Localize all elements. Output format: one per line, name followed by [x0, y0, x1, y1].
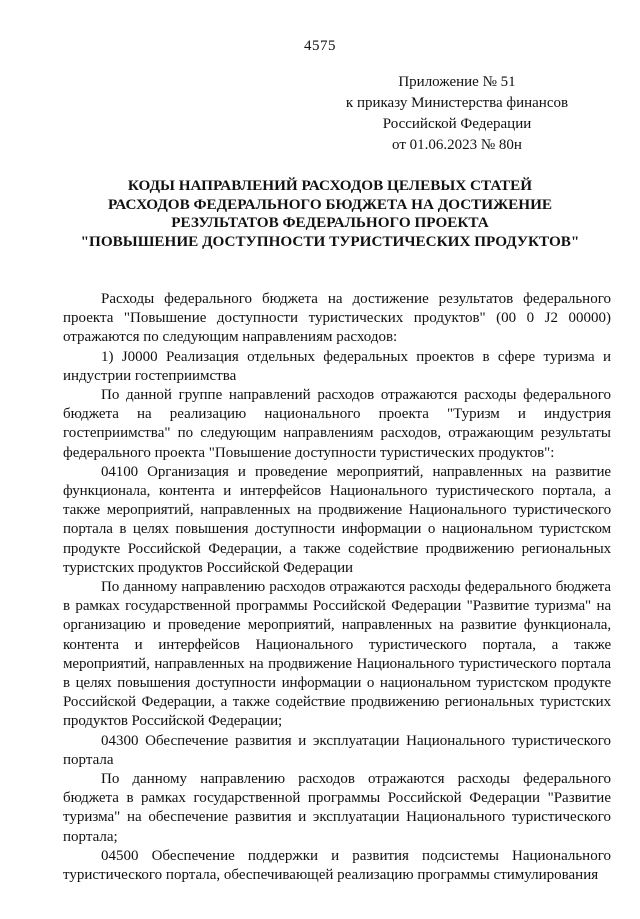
appendix-line: Российской Федерации	[382, 116, 532, 132]
title-line: КОДЫ НАПРАВЛЕНИЙ РАСХОДОВ ЦЕЛЕВЫХ СТАТЕЙ	[127, 177, 533, 194]
body-paragraph: По данной группе направлений расходов отражаются расходы федерального бюджета на реализацию национального проекта "Туризм и индустрия гостеприимства" по следующим направлениям расходов, отражающим результаты федерального проекта "Повышение доступности туристических продуктов":	[63, 387, 611, 461]
appendix-header	[332, 72, 582, 156]
body-paragraph: 04300 Обеспечение развития и эксплуатации Национального туристического портала	[63, 732, 611, 768]
body-paragraph: 04100 Организация и проведение мероприятий, направленных на развитие функционала, контента и интерфейсов Национального туристического портала, а также мероприятий, направленных на продвижение Национального туристического портала в целях повышения доступности информации о национальном туристском продукте Российской Федерации, а также содействие продвижению региональных туристских продуктов Российской Федерации	[63, 463, 611, 576]
body-paragraph: 1) J0000 Реализация отдельных федеральных проектов в сфере туризма и индустрии гостеприимства	[63, 348, 611, 384]
title-line: РЕЗУЛЬТАТОВ ФЕДЕРАЛЬНОГО ПРОЕКТА	[171, 214, 489, 231]
document-body	[63, 290, 611, 885]
body-paragraph: 04500 Обеспечение поддержки и развития подсистемы Национального туристического портала, обеспечивающей реализацию программы стимулирования	[63, 847, 611, 884]
body-paragraph: По данному направлению расходов отражаются расходы федерального бюджета в рамках государственной программы Российской Федерации "Развитие туризма" на обеспечение развития и эксплуатации Национального туристического портала;	[63, 771, 611, 845]
title-line: РАСХОДОВ ФЕДЕРАЛЬНОГО БЮДЖЕТА НА ДОСТИЖЕНИЕ	[107, 195, 553, 213]
body-paragraph: По данному направлению расходов отражаются расходы федерального бюджета в рамках государственной программы Российской Федерации "Развитие туризма" на организацию и проведение мероприятий, направленных на развитие функционала, контента и интерфейсов Национального туристического портала, а также мероприятий, направленных на продвижение Национального туристического портала в целях повышения доступности информации о национальном туристском продукте Российской Федерации, а также содействие продвижению региональных туристских продуктов Российской Федерации;	[63, 579, 611, 730]
document-title	[60, 177, 600, 251]
title-line: "ПОВЫШЕНИЕ ДОСТУПНОСТИ ТУРИСТИЧЕСКИХ ПРОДУКТОВ"	[80, 232, 580, 250]
appendix-line: от 01.06.2023 № 80н	[392, 137, 522, 153]
body-paragraph: Расходы федерального бюджета на достижение результатов федерального проекта "Повышение доступности туристических продуктов" (00 0 J2 00000) отражаются по следующим направлениям расходов:	[63, 291, 611, 346]
page-number: 4575	[304, 38, 336, 54]
appendix-line: к приказу Министерства финансов	[345, 95, 569, 111]
appendix-line: Приложение № 51	[398, 74, 516, 90]
